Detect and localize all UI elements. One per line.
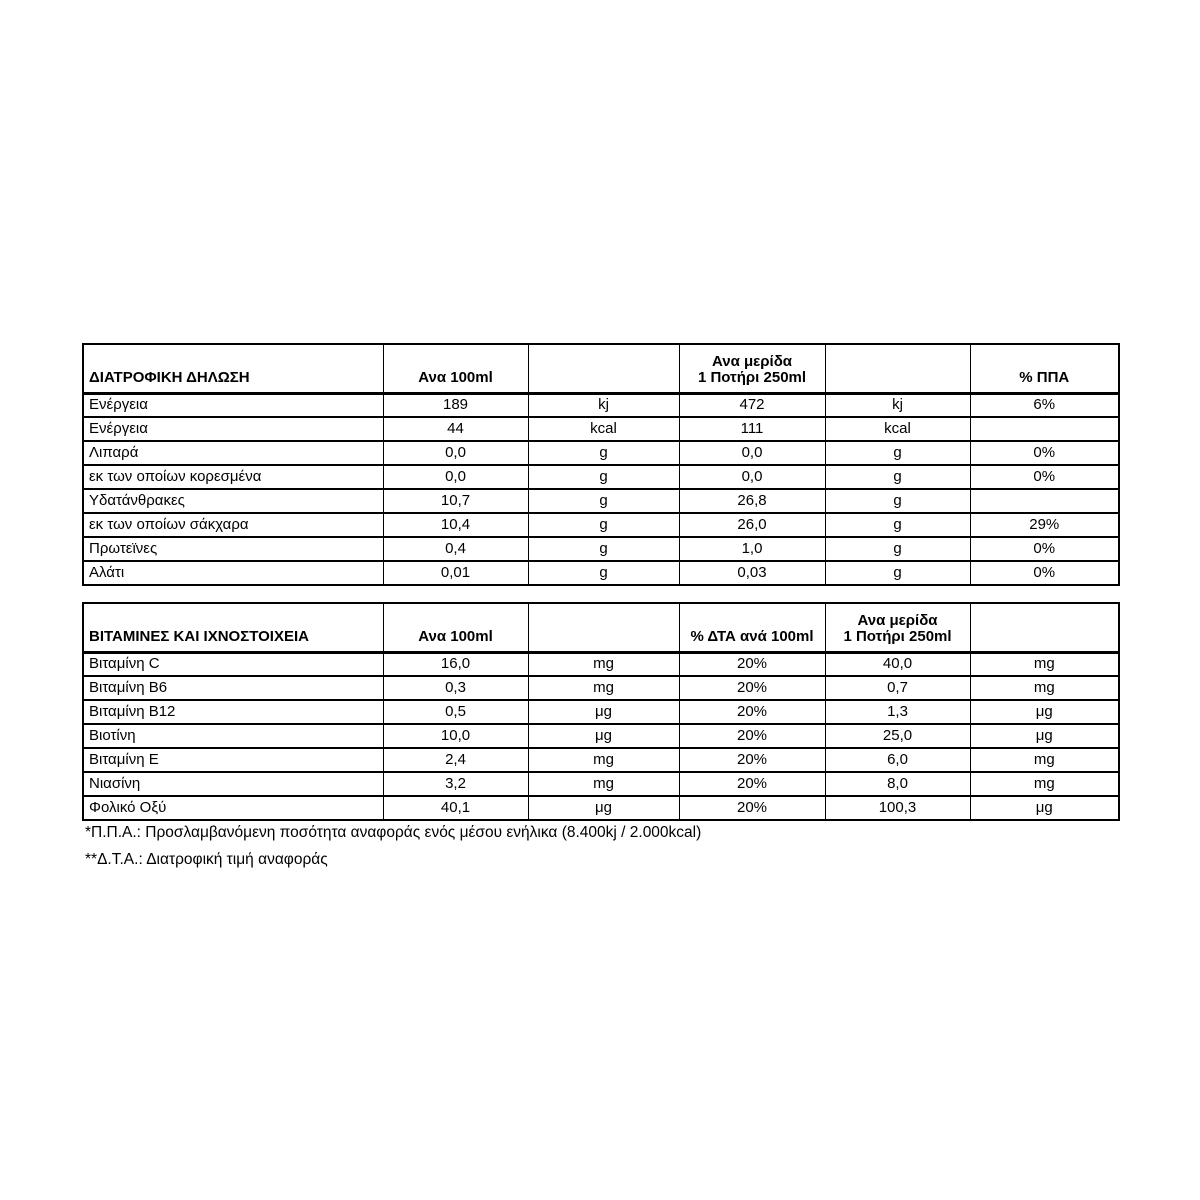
table-row (83, 676, 1119, 700)
footnote-ppa: *Π.Π.Α.: Προσλαμβανόμενη ποσότητα αναφοράς ενός μέσου ενήλικα (8.400kj / 2.000kcal) (85, 824, 702, 841)
table-row (83, 465, 1119, 489)
cell-per100: 10,0 (383, 724, 528, 748)
cell-label: Υδατάνθρακες (83, 489, 383, 513)
vitamins-table-title: ΒΙΤΑΜΙΝΕΣ ΚΑΙ ΙΧΝΟΣΤΟΙΧΕΙΑ (83, 603, 383, 652)
table-row (83, 796, 1119, 820)
cell-unit_serving: mg (970, 748, 1119, 772)
table-row (83, 700, 1119, 724)
cell-unit_serving: g (825, 561, 970, 585)
cell-label: Αλάτι (83, 561, 383, 585)
cell-unit_serving: g (825, 513, 970, 537)
cell-serving: 26,8 (679, 489, 825, 513)
cell-per100: 0,0 (383, 441, 528, 465)
cell-serving: 8,0 (825, 772, 970, 796)
cell-nrv: 20% (679, 700, 825, 724)
header-unit-blank (528, 344, 679, 393)
cell-serving: 0,0 (679, 441, 825, 465)
cell-unit100: kcal (528, 417, 679, 441)
cell-unit_serving: g (825, 537, 970, 561)
header-unit-blank (825, 344, 970, 393)
table-row (83, 772, 1119, 796)
table-row (83, 393, 1119, 417)
cell-label: Βιταμίνη B12 (83, 700, 383, 724)
nutrition-declaration-table (82, 343, 1120, 586)
cell-ri (970, 417, 1119, 441)
table-row (83, 748, 1119, 772)
cell-unit100: mg (528, 772, 679, 796)
cell-per100: 10,4 (383, 513, 528, 537)
footnote-dta: **Δ.Τ.Α.: Διατροφική τιμή αναφοράς (85, 851, 328, 868)
cell-unit_serving: g (825, 441, 970, 465)
cell-label: Βιταμίνη E (83, 748, 383, 772)
table-row (83, 441, 1119, 465)
table-row (83, 513, 1119, 537)
header-per-100ml: Ανα 100ml (383, 603, 528, 652)
cell-label: εκ των οποίων κορεσμένα (83, 465, 383, 489)
header-reference-intake: % ΠΠΑ (970, 344, 1119, 393)
cell-ri: 29% (970, 513, 1119, 537)
cell-label: Πρωτεϊνες (83, 537, 383, 561)
cell-per100: 0,3 (383, 676, 528, 700)
cell-unit100: kj (528, 393, 679, 417)
vitamins-trace-elements-table (82, 602, 1120, 821)
cell-unit_serving: g (825, 489, 970, 513)
cell-nrv: 20% (679, 796, 825, 820)
cell-serving: 6,0 (825, 748, 970, 772)
header-per-serving-line2: 1 Ποτήρι 250ml (697, 369, 807, 386)
cell-ri: 0% (970, 465, 1119, 489)
cell-unit_serving: mg (970, 676, 1119, 700)
cell-serving: 0,03 (679, 561, 825, 585)
cell-serving: 25,0 (825, 724, 970, 748)
cell-unit_serving: μg (970, 700, 1119, 724)
cell-per100: 16,0 (383, 652, 528, 676)
table-row (83, 561, 1119, 585)
vitamins-table-header-row (83, 603, 1119, 652)
cell-nrv: 20% (679, 724, 825, 748)
cell-unit100: g (528, 489, 679, 513)
cell-unit100: g (528, 465, 679, 489)
cell-serving: 26,0 (679, 513, 825, 537)
header-per-serving (825, 603, 970, 652)
cell-label: Βιταμίνη C (83, 652, 383, 676)
cell-ri: 0% (970, 561, 1119, 585)
cell-unit100: μg (528, 700, 679, 724)
cell-per100: 0,5 (383, 700, 528, 724)
cell-label: Νιασίνη (83, 772, 383, 796)
cell-unit100: g (528, 561, 679, 585)
cell-per100: 40,1 (383, 796, 528, 820)
cell-nrv: 20% (679, 676, 825, 700)
cell-serving: 100,3 (825, 796, 970, 820)
cell-unit100: mg (528, 676, 679, 700)
cell-label: εκ των οποίων σάκχαρα (83, 513, 383, 537)
cell-unit_serving: g (825, 465, 970, 489)
cell-serving: 472 (679, 393, 825, 417)
cell-unit100: μg (528, 724, 679, 748)
table-row (83, 489, 1119, 513)
header-per-serving-line1: Ανα μερίδα (711, 352, 793, 370)
table-row (83, 652, 1119, 676)
cell-unit_serving: kcal (825, 417, 970, 441)
cell-unit100: g (528, 441, 679, 465)
header-per-serving (679, 344, 825, 393)
nutrition-table-title: ΔΙΑΤΡΟΦΙΚΗ ΔΗΛΩΣΗ (83, 344, 383, 393)
cell-unit100: g (528, 513, 679, 537)
cell-unit100: mg (528, 748, 679, 772)
cell-per100: 0,01 (383, 561, 528, 585)
cell-per100: 3,2 (383, 772, 528, 796)
cell-label: Ενέργεια (83, 393, 383, 417)
cell-label: Ενέργεια (83, 417, 383, 441)
cell-unit_serving: kj (825, 393, 970, 417)
cell-serving: 0,0 (679, 465, 825, 489)
header-per-100ml: Ανα 100ml (383, 344, 528, 393)
cell-serving: 40,0 (825, 652, 970, 676)
header-nrv-per-100ml: % ΔΤΑ ανά 100ml (679, 603, 825, 652)
cell-per100: 10,7 (383, 489, 528, 513)
cell-unit_serving: μg (970, 724, 1119, 748)
header-per-serving-line1: Ανα μερίδα (857, 611, 938, 629)
cell-serving: 0,7 (825, 676, 970, 700)
cell-ri (970, 489, 1119, 513)
header-per-serving-line2: 1 Ποτήρι 250ml (843, 628, 952, 645)
cell-per100: 44 (383, 417, 528, 441)
cell-serving: 1,3 (825, 700, 970, 724)
cell-label: Βιταμίνη B6 (83, 676, 383, 700)
header-unit-blank (970, 603, 1119, 652)
table-row (83, 537, 1119, 561)
cell-label: Λιπαρά (83, 441, 383, 465)
cell-per100: 2,4 (383, 748, 528, 772)
cell-unit100: mg (528, 652, 679, 676)
cell-serving: 111 (679, 417, 825, 441)
cell-unit_serving: mg (970, 772, 1119, 796)
nutrition-table-header-row (83, 344, 1119, 393)
header-unit-blank (528, 603, 679, 652)
cell-ri: 0% (970, 537, 1119, 561)
cell-per100: 189 (383, 393, 528, 417)
cell-nrv: 20% (679, 772, 825, 796)
cell-label: Φολικό Οξύ (83, 796, 383, 820)
cell-unit_serving: mg (970, 652, 1119, 676)
cell-unit_serving: μg (970, 796, 1119, 820)
cell-nrv: 20% (679, 652, 825, 676)
cell-per100: 0,0 (383, 465, 528, 489)
table-row (83, 724, 1119, 748)
cell-ri: 6% (970, 393, 1119, 417)
cell-nrv: 20% (679, 748, 825, 772)
cell-label: Βιοτίνη (83, 724, 383, 748)
cell-per100: 0,4 (383, 537, 528, 561)
table-row (83, 417, 1119, 441)
cell-unit100: μg (528, 796, 679, 820)
cell-ri: 0% (970, 441, 1119, 465)
cell-unit100: g (528, 537, 679, 561)
cell-serving: 1,0 (679, 537, 825, 561)
